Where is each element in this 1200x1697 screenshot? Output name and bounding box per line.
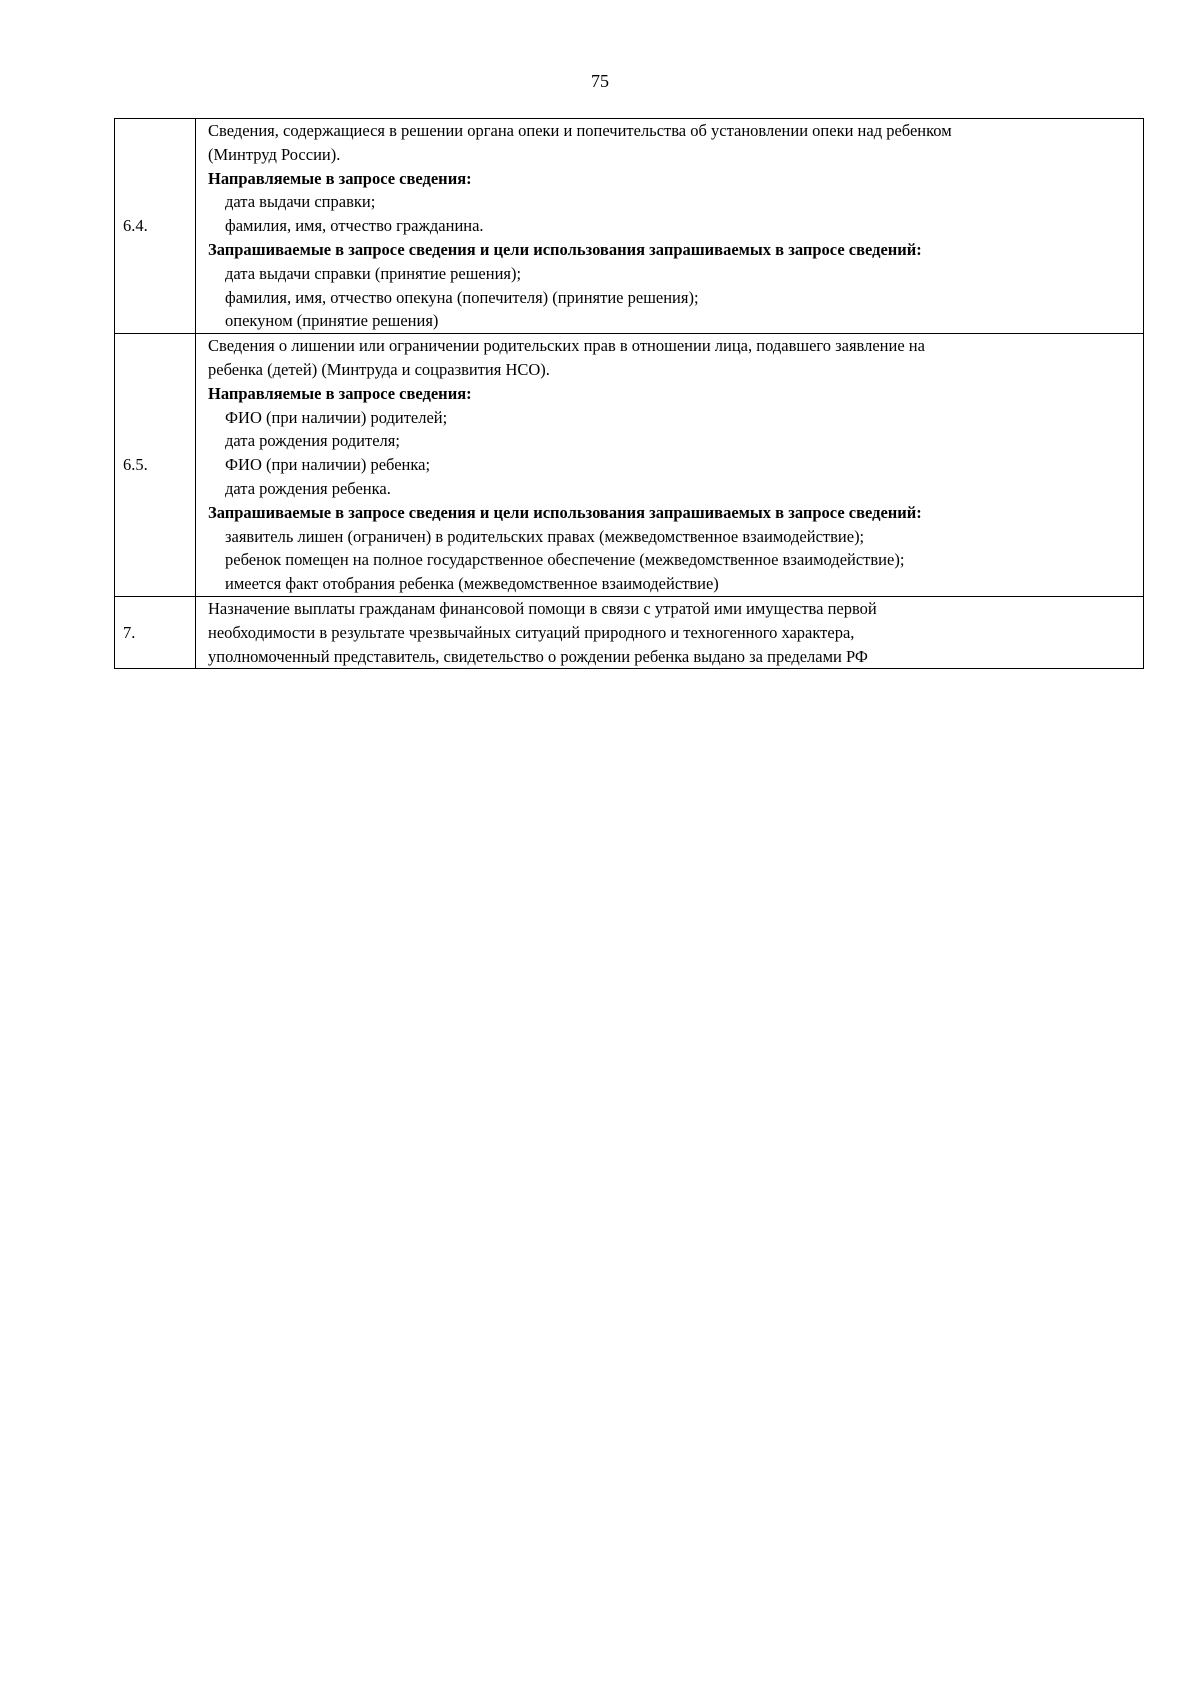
sent-heading: Направляемые в запросе сведения: [208,168,472,188]
description-line: уполномоченный представитель, свидетельство о рождении ребенка выдано за пределами РФ [208,646,868,666]
table-row [115,119,1144,334]
description-line: Сведения о лишении или ограничении родительских прав в отношении лица, подавшего заявление на [208,336,925,356]
sent-heading: Направляемые в запросе сведения: [208,383,472,403]
table-row [115,596,1144,668]
requested-item: заявитель лишен (ограничен) в родительских правах (межведомственное взаимодействие); [225,526,865,546]
sent-item: фамилия, имя, отчество гражданина. [225,216,484,236]
sent-item: дата рождения родителя; [225,431,400,451]
sent-item: ФИО (при наличии) ребенка; [225,455,431,475]
requested-item: ребенок помещен на полное государственное обеспечение (межведомственное взаимодействие); [225,550,905,570]
requested-item: имеется факт отобрания ребенка (межведомственное взаимодействие) [225,574,719,594]
row-number: 6.4. [115,119,196,334]
page-number: 75 [591,71,609,91]
row-content [196,596,1144,668]
requested-item: дата выдачи справки (принятие решения); [225,263,522,283]
sent-item: ФИО (при наличии) родителей; [225,407,448,427]
description-line: ребенка (детей) (Минтруда и соцразвития НСО). [208,359,550,379]
requirements-table [114,118,1144,669]
requested-item: опекуном (принятие решения) [225,311,439,331]
description-line: Сведения, содержащиеся в решении органа опеки и попечительства об установлении опеки над ребенком [208,121,952,140]
table-row [115,334,1144,597]
requested-heading: Запрашиваемые в запросе сведения и цели использования запрашиваемых в запросе сведений: [208,502,922,522]
requested-heading: Запрашиваемые в запросе сведения и цели использования запрашиваемых в запросе сведений: [208,239,922,259]
description-line: (Минтруд России). [208,144,341,164]
sent-item: дата рождения ребенка. [225,478,391,498]
row-number: 6.5. [115,334,196,597]
row-content [196,334,1144,597]
requested-item: фамилия, имя, отчество опекуна (попечителя) (принятие решения); [225,287,699,307]
description-line: Назначение выплаты гражданам финансовой помощи в связи с утратой ими имущества первой [208,598,877,618]
row-number: 7. [115,596,196,668]
row-content [196,119,1144,334]
description-line: необходимости в результате чрезвычайных ситуаций природного и техногенного характера, [208,622,855,642]
sent-item: дата выдачи справки; [225,192,376,212]
